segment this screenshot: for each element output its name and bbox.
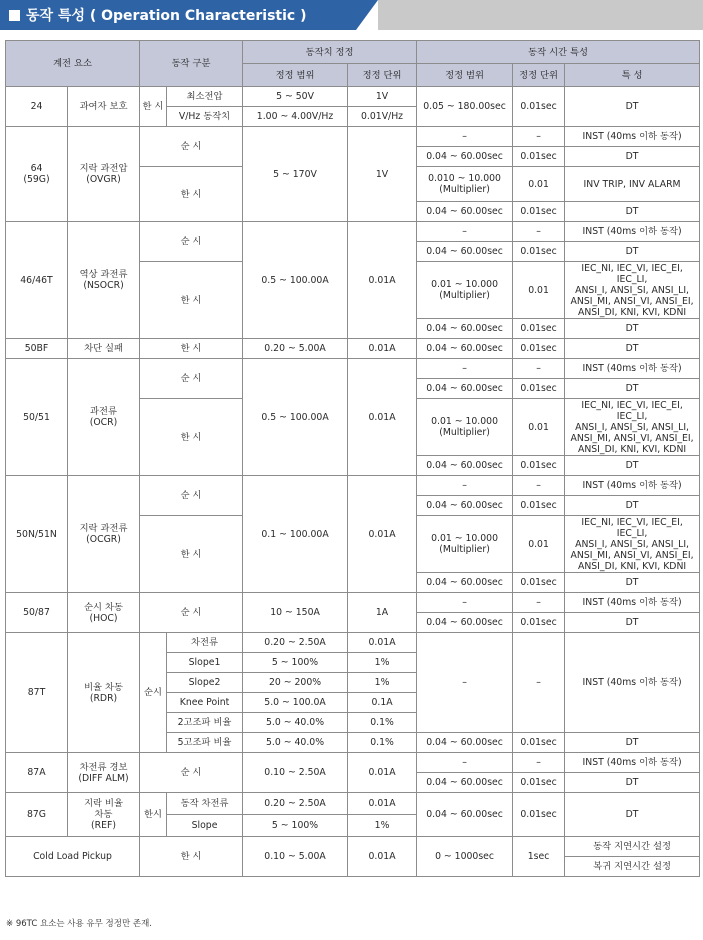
characteristic: DT [565,242,700,262]
time-range: – [417,476,513,496]
table-row [6,593,700,613]
time-unit: 0.01sec [513,147,565,167]
pickup-range: 5 ~ 170V [243,127,348,222]
col-range: 정정 범위 [243,64,348,87]
time-range: 0.01 ~ 10.000 (Multiplier) [417,262,513,319]
pickup-range: 0.1 ~ 100.00A [243,476,348,593]
op-type: 순 시 [140,753,243,793]
pickup-range: 0.20 ~ 2.50A [243,633,348,653]
time-unit: 0.01sec [513,202,565,222]
characteristic: IEC_NI, IEC_VI, IEC_EI, IEC_LI, ANSI_I, ANSI_SI, ANSI_LI, ANSI_MI, ANSI_VI, ANSI_EI, ANSI_DI, KNI, KVI, KDNI [565,516,700,573]
op-type: 한 시 [140,837,243,877]
section-header [0,0,703,30]
pickup-range: 0.10 ~ 5.00A [243,837,348,877]
time-unit: – [513,753,565,773]
time-unit: 0.01sec [513,319,565,339]
pickup-unit: 1% [348,653,417,673]
characteristic: DT [565,613,700,633]
element-name: 과전류 (OCR) [68,359,140,476]
op-type: 순시 [140,633,167,753]
characteristic: DT [565,319,700,339]
time-range: 0.04 ~ 60.00sec [417,242,513,262]
time-range: 0 ~ 1000sec [417,837,513,877]
time-range: 0.01 ~ 10.000 (Multiplier) [417,399,513,456]
characteristic: DT [565,87,700,127]
time-range: 0.04 ~ 60.00sec [417,613,513,633]
col-element: 계전 요소 [6,41,140,87]
op-type: 순 시 [140,222,243,262]
pickup-unit: 1V [348,127,417,222]
time-unit: 0.01sec [513,613,565,633]
element-name: 지락 과전류 (OCGR) [68,476,140,593]
element-name: 역상 과전류 (NSOCR) [68,222,140,339]
element-name: 비율 차동 (RDR) [68,633,140,753]
element-code: 50/51 [6,359,68,476]
section-title [9,5,306,25]
characteristic: DT [565,573,700,593]
time-unit: – [513,476,565,496]
element-name: 지락 비율 차동 (REF) [68,793,140,837]
time-unit: 0.01sec [513,456,565,476]
op-type: 한 시 [140,87,167,127]
sub-item: 동작 차전류 [167,793,243,815]
pickup-unit: 1% [348,673,417,693]
pickup-unit: 0.01A [348,339,417,359]
characteristic: DT [565,793,700,837]
characteristic: DT [565,456,700,476]
characteristic: DT [565,496,700,516]
header-row [6,41,700,64]
table-row [6,837,700,857]
header-gray-band [378,0,703,30]
col-unit: 정정 단위 [348,64,417,87]
header-bar-slant [356,0,378,30]
time-unit: 0.01sec [513,773,565,793]
pickup-unit: 0.01A [348,476,417,593]
table-row [6,633,700,653]
pickup-range: 5 ~ 50V [243,87,348,107]
characteristic: INST (40ms 이하 동작) [565,127,700,147]
time-range: 0.05 ~ 180.00sec [417,87,513,127]
sub-item: Slope [167,815,243,837]
characteristic: INST (40ms 이하 동작) [565,359,700,379]
time-range: – [417,753,513,773]
time-range: 0.04 ~ 60.00sec [417,793,513,837]
characteristic: 동작 지연시간 설정 [565,837,700,857]
pickup-unit: 0.01A [348,222,417,339]
time-range: 0.04 ~ 60.00sec [417,319,513,339]
pickup-range: 0.20 ~ 2.50A [243,793,348,815]
pickup-range: 10 ~ 150A [243,593,348,633]
op-type: 한 시 [140,516,243,593]
time-range: – [417,127,513,147]
element-name: 차전류 경보 (DIFF ALM) [68,753,140,793]
sub-item: 최소전압 [167,87,243,107]
square-bullet-icon [9,10,20,21]
characteristic: DT [565,202,700,222]
pickup-unit: 0.01A [348,633,417,653]
time-range: 0.04 ~ 60.00sec [417,339,513,359]
pickup-range: 5 ~ 100% [243,815,348,837]
time-unit: 0.01sec [513,573,565,593]
characteristic: INST (40ms 이하 동작) [565,593,700,613]
time-range: 0.04 ~ 60.00sec [417,379,513,399]
time-unit: 0.01sec [513,733,565,753]
time-unit: 0.01 [513,399,565,456]
characteristic: DT [565,773,700,793]
element-name: 차단 실패 [68,339,140,359]
time-range: 0.04 ~ 60.00sec [417,733,513,753]
col-unit-2: 정정 단위 [513,64,565,87]
time-range: – [417,359,513,379]
characteristic: 복귀 지연시간 설정 [565,857,700,877]
pickup-range: 5.0 ~ 40.0% [243,713,348,733]
col-range-2: 정정 범위 [417,64,513,87]
time-unit: 0.01sec [513,242,565,262]
characteristic: INV TRIP, INV ALARM [565,167,700,202]
element-name: 순시 차동 (HOC) [68,593,140,633]
characteristic: DT [565,339,700,359]
pickup-range: 0.10 ~ 2.50A [243,753,348,793]
op-type: 한 시 [140,399,243,476]
table-row [6,222,700,242]
col-character: 특 성 [565,64,700,87]
element-code: 50N/51N [6,476,68,593]
time-unit: – [513,633,565,733]
pickup-unit: 1A [348,593,417,633]
characteristic: INST (40ms 이하 동작) [565,633,700,733]
time-unit: 0.01sec [513,87,565,127]
time-unit: 0.01 [513,167,565,202]
pickup-range: 0.5 ~ 100.00A [243,222,348,339]
table-row [6,476,700,496]
time-unit: 0.01 [513,516,565,573]
element-code: 64 (59G) [6,127,68,222]
characteristic: DT [565,147,700,167]
time-range: 0.04 ~ 60.00sec [417,147,513,167]
pickup-range: 20 ~ 200% [243,673,348,693]
characteristic: INST (40ms 이하 동작) [565,476,700,496]
op-type: 순 시 [140,476,243,516]
pickup-range: 5.0 ~ 100.0A [243,693,348,713]
characteristic: DT [565,379,700,399]
time-range: – [417,222,513,242]
time-unit: – [513,222,565,242]
element-code: 87G [6,793,68,837]
footnote: ※ 96TC 요소는 사용 유무 정정만 존재. [6,919,153,929]
characteristic: IEC_NI, IEC_VI, IEC_EI, IEC_LI, ANSI_I, ANSI_SI, ANSI_LI, ANSI_MI, ANSI_VI, ANSI_EI, ANSI_DI, KNI, KVI, KDNI [565,399,700,456]
op-type: 한 시 [140,262,243,339]
pickup-range: 5.0 ~ 40.0% [243,733,348,753]
table-row [6,359,700,379]
table-row [6,127,700,147]
characteristic: INST (40ms 이하 동작) [565,222,700,242]
pickup-unit: 0.1A [348,693,417,713]
pickup-range: 5 ~ 100% [243,653,348,673]
time-unit: – [513,593,565,613]
pickup-unit: 0.01A [348,793,417,815]
op-type: 순 시 [140,593,243,633]
op-type: 한 시 [140,167,243,222]
characteristic: DT [565,733,700,753]
table-row [6,753,700,773]
pickup-range: 0.5 ~ 100.00A [243,359,348,476]
sub-item: Knee Point [167,693,243,713]
pickup-unit: 1V [348,87,417,107]
characteristic: IEC_NI, IEC_VI, IEC_EI, IEC_LI, ANSI_I, ANSI_SI, ANSI_LI, ANSI_MI, ANSI_VI, ANSI_EI, ANSI_DI, KNI, KVI, KDNI [565,262,700,319]
time-unit: 0.01sec [513,793,565,837]
time-range: 0.04 ~ 60.00sec [417,773,513,793]
pickup-unit: 0.1% [348,733,417,753]
pickup-unit: 0.01A [348,753,417,793]
time-unit: 0.01sec [513,496,565,516]
element-name: Cold Load Pickup [6,837,140,877]
sub-item: 2고조파 비율 [167,713,243,733]
characteristic: INST (40ms 이하 동작) [565,753,700,773]
element-code: 50/87 [6,593,68,633]
time-unit: – [513,359,565,379]
element-code: 50BF [6,339,68,359]
operation-characteristic-table [5,40,700,877]
col-op-class: 동작 구분 [140,41,243,87]
sub-item: 5고조파 비율 [167,733,243,753]
pickup-unit: 0.01V/Hz [348,107,417,127]
op-type: 순 시 [140,359,243,399]
element-code: 24 [6,87,68,127]
table-row [6,793,700,815]
pickup-unit: 0.1% [348,713,417,733]
sub-item: V/Hz 동작치 [167,107,243,127]
element-code: 87T [6,633,68,753]
sub-item: 차전류 [167,633,243,653]
sub-item: Slope1 [167,653,243,673]
element-code: 87A [6,753,68,793]
section-title-text: 동작 특성 ( Operation Characteristic ) [26,8,307,24]
pickup-unit: 1% [348,815,417,837]
time-range: 0.010 ~ 10.000 (Multiplier) [417,167,513,202]
element-name: 지락 과전압 (OVGR) [68,127,140,222]
pickup-range: 0.20 ~ 5.00A [243,339,348,359]
time-range: 0.04 ~ 60.00sec [417,202,513,222]
time-range: 0.04 ~ 60.00sec [417,573,513,593]
table-row [6,87,700,107]
time-unit: 0.01sec [513,379,565,399]
pickup-unit: 0.01A [348,359,417,476]
pickup-unit: 0.01A [348,837,417,877]
time-unit: 1sec [513,837,565,877]
time-unit: – [513,127,565,147]
time-unit: 0.01 [513,262,565,319]
element-name: 과여자 보호 [68,87,140,127]
col-pickup: 동작치 정정 [243,41,417,64]
time-range: 0.04 ~ 60.00sec [417,496,513,516]
time-range: 0.01 ~ 10.000 (Multiplier) [417,516,513,573]
time-range: – [417,633,513,733]
element-code: 46/46T [6,222,68,339]
op-type: 한 시 [140,339,243,359]
col-time: 동작 시간 특성 [417,41,700,64]
op-type: 한시 [140,793,167,837]
time-range: – [417,593,513,613]
op-type: 순 시 [140,127,243,167]
pickup-range: 1.00 ~ 4.00V/Hz [243,107,348,127]
time-unit: 0.01sec [513,339,565,359]
sub-item: Slope2 [167,673,243,693]
time-range: 0.04 ~ 60.00sec [417,456,513,476]
table-row [6,339,700,359]
